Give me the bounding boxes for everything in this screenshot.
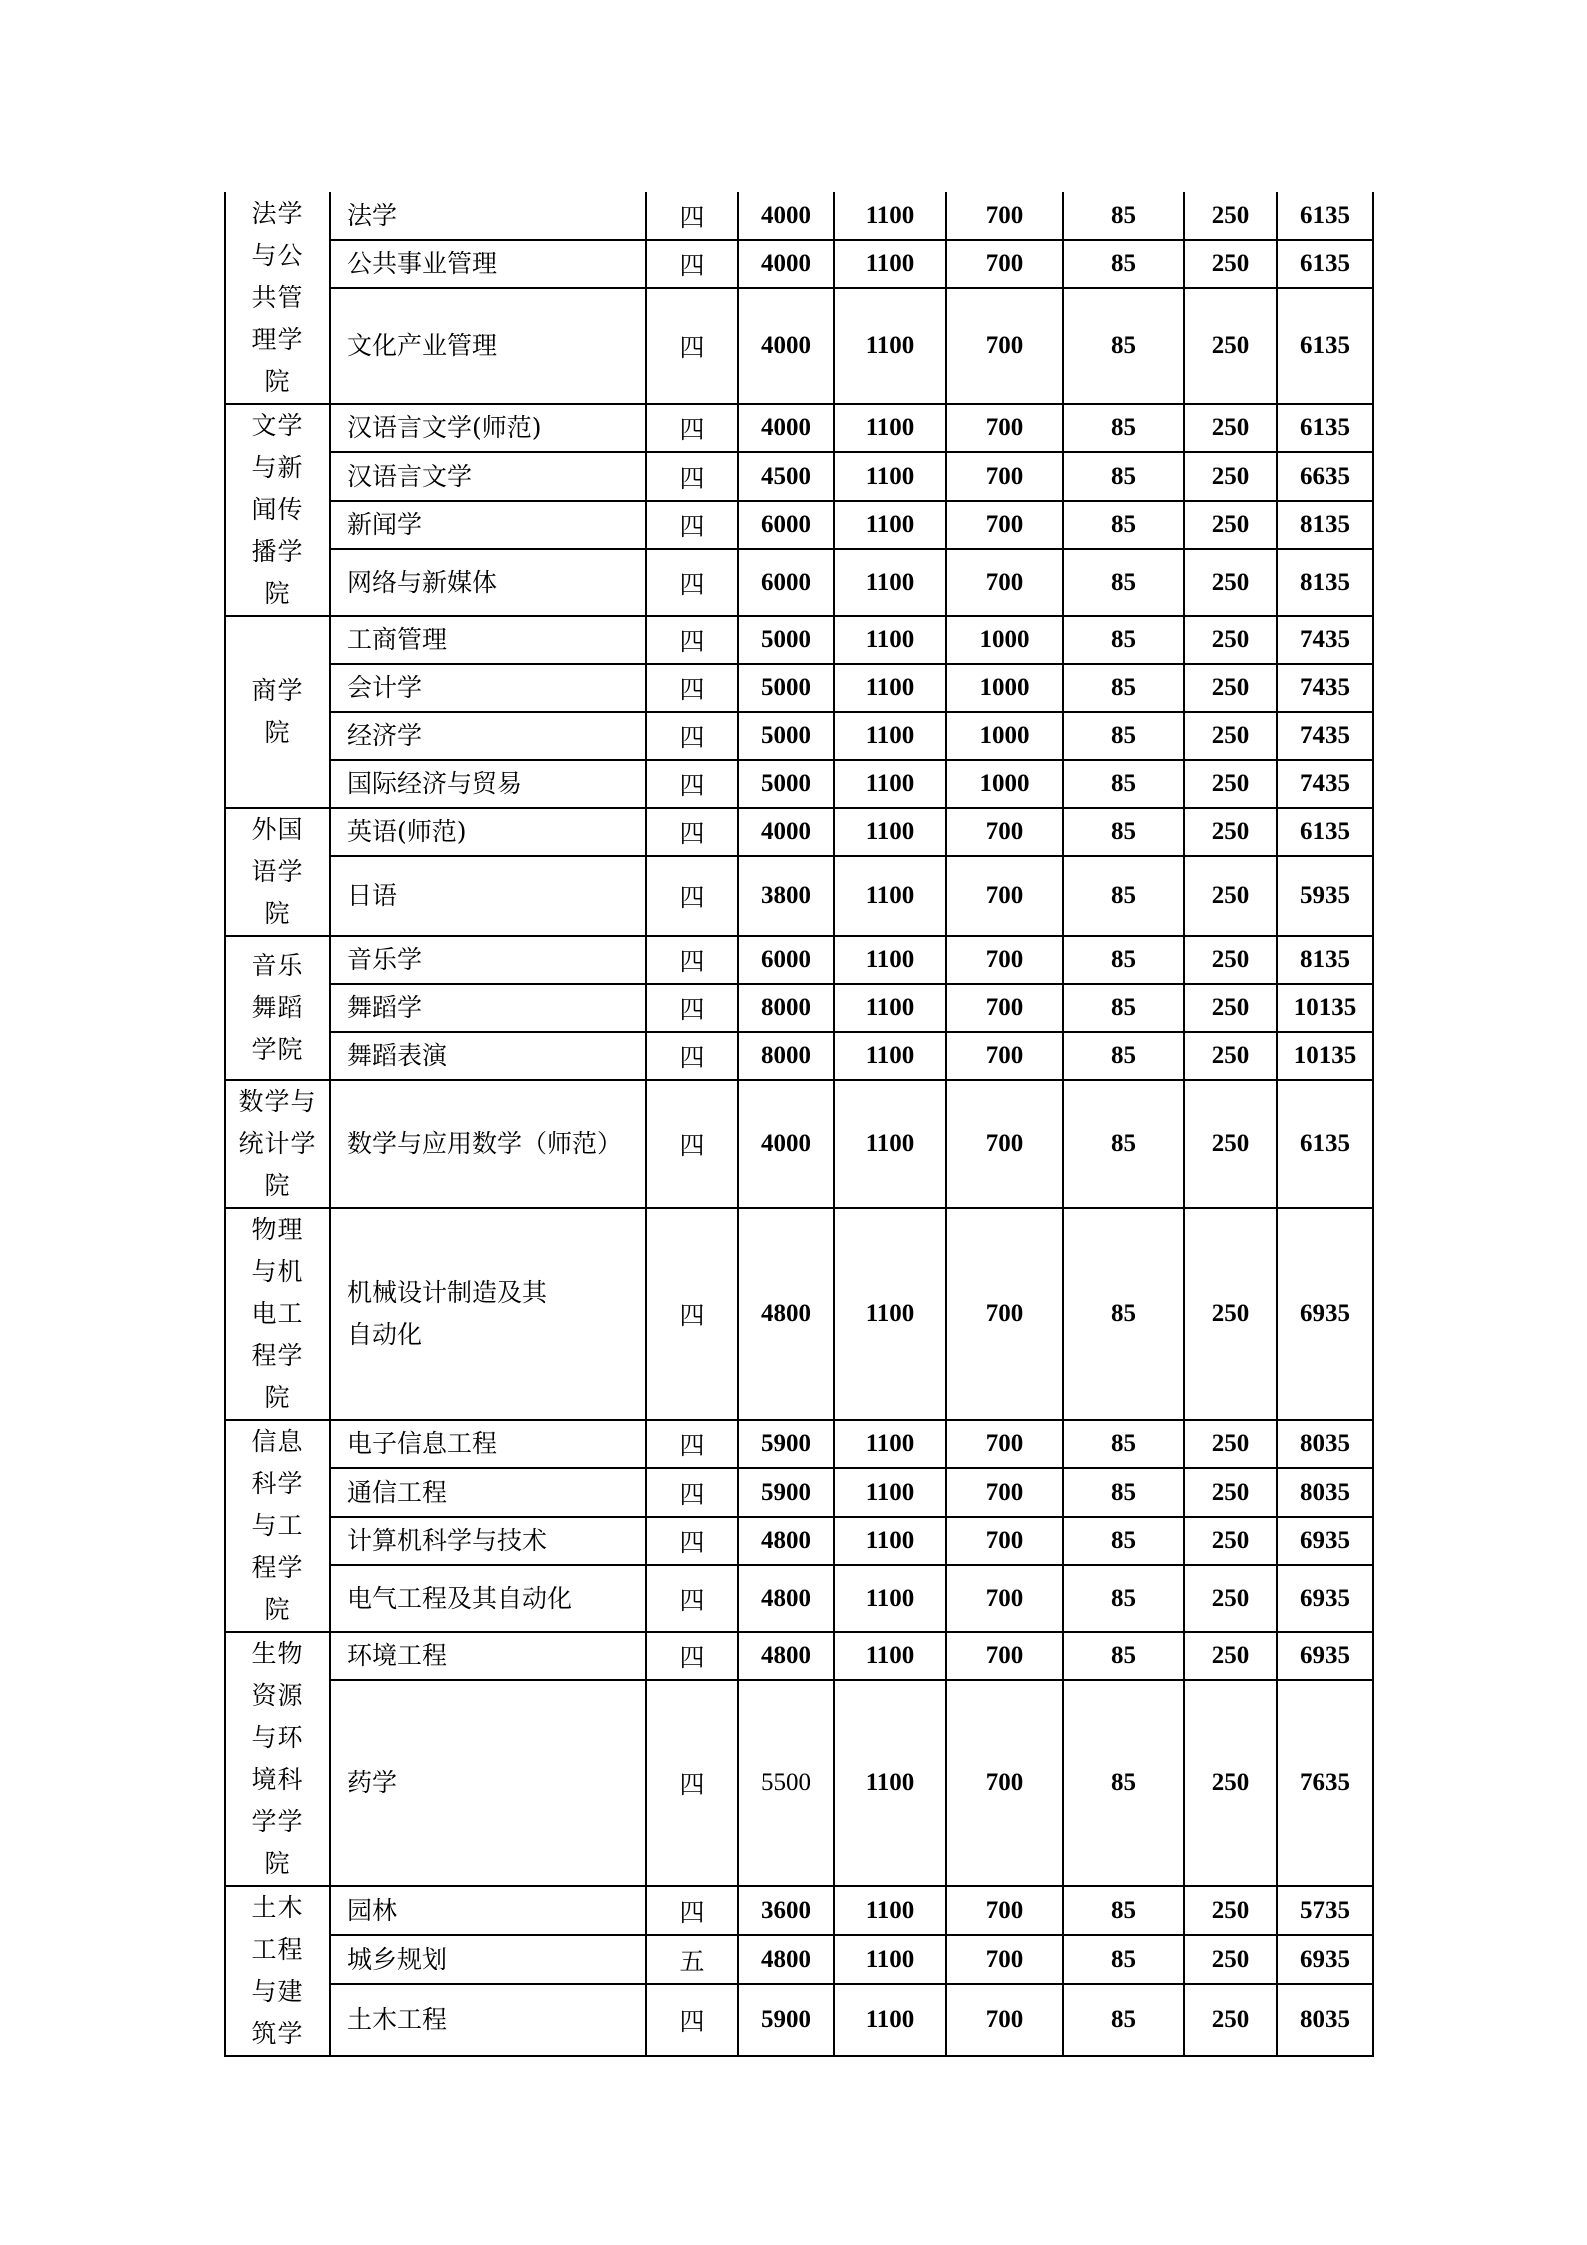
duration-years-cell: 四 — [646, 452, 738, 500]
books-cell: 700 — [946, 288, 1063, 404]
total-cell: 6135 — [1277, 192, 1373, 240]
major-cell: 环境工程 — [330, 1632, 646, 1680]
insurance-cell: 85 — [1063, 288, 1184, 404]
lodging-cell: 1100 — [834, 1468, 946, 1516]
total-cell: 6135 — [1277, 240, 1373, 288]
insurance-cell: 85 — [1063, 549, 1184, 616]
lodging-cell: 1100 — [834, 1032, 946, 1080]
tuition-cell: 4800 — [738, 1935, 834, 1984]
college-name-line: 程学 — [251, 1341, 304, 1370]
misc-fee-cell: 250 — [1184, 1517, 1277, 1565]
lodging-cell: 1100 — [834, 1080, 946, 1208]
insurance-cell: 85 — [1063, 1420, 1184, 1468]
college-name-line: 筑学 — [251, 2019, 304, 2048]
table-row — [225, 664, 1373, 712]
tuition-cell: 5900 — [738, 1420, 834, 1468]
tuition-cell: 5900 — [738, 1984, 834, 2056]
total-cell: 6635 — [1277, 452, 1373, 500]
college-name-line: 生物 — [251, 1639, 304, 1668]
college-name-line: 语学 — [251, 857, 304, 886]
college-name-line: 院 — [264, 366, 291, 396]
insurance-cell: 85 — [1063, 712, 1184, 760]
major-name-line: 机械设计制造及其 — [347, 1278, 548, 1307]
duration-years-cell: 四 — [646, 1680, 738, 1886]
insurance-cell: 85 — [1063, 1080, 1184, 1208]
total-cell: 5935 — [1277, 856, 1373, 936]
major-cell: 英语(师范) — [330, 808, 646, 856]
books-cell: 700 — [946, 192, 1063, 240]
table-row — [225, 1935, 1373, 1984]
insurance-cell: 85 — [1063, 1032, 1184, 1080]
college-name-line: 信息 — [251, 1427, 304, 1456]
books-cell: 700 — [946, 1080, 1063, 1208]
major-cell: 舞蹈学 — [330, 984, 646, 1032]
insurance-cell: 85 — [1063, 1886, 1184, 1935]
major-cell: 文化产业管理 — [330, 288, 646, 404]
college-name-line: 院 — [264, 579, 291, 608]
lodging-cell: 1100 — [834, 549, 946, 616]
tuition-cell: 4000 — [738, 240, 834, 288]
tuition-cell: 8000 — [738, 1032, 834, 1080]
tuition-cell: 5000 — [738, 712, 834, 760]
college-name-line: 文学 — [251, 411, 304, 440]
table-row — [225, 240, 1373, 288]
lodging-cell: 1100 — [834, 760, 946, 808]
books-cell: 1000 — [946, 712, 1063, 760]
duration-years-cell: 四 — [646, 240, 738, 288]
books-cell: 700 — [946, 452, 1063, 500]
lodging-cell: 1100 — [834, 856, 946, 936]
books-cell: 700 — [946, 1468, 1063, 1516]
duration-years-cell: 四 — [646, 192, 738, 240]
books-cell: 700 — [946, 1208, 1063, 1420]
table-row — [225, 1420, 1373, 1468]
books-cell: 700 — [946, 404, 1063, 452]
insurance-cell: 85 — [1063, 1984, 1184, 2056]
total-cell: 8035 — [1277, 1468, 1373, 1516]
lodging-cell: 1100 — [834, 1420, 946, 1468]
insurance-cell: 85 — [1063, 452, 1184, 500]
college-name-line: 院 — [264, 1383, 291, 1412]
total-cell: 8035 — [1277, 1984, 1373, 2056]
tuition-cell: 5000 — [738, 616, 834, 664]
college-name-line: 与环 — [251, 1723, 304, 1752]
lodging-cell: 1100 — [834, 1935, 946, 1984]
duration-years-cell: 四 — [646, 1208, 738, 1420]
college-name-line: 院 — [264, 718, 291, 747]
misc-fee-cell: 250 — [1184, 664, 1277, 712]
books-cell: 1000 — [946, 616, 1063, 664]
major-cell: 园林 — [330, 1886, 646, 1935]
fee-table-body — [225, 192, 1373, 2056]
lodging-cell: 1100 — [834, 936, 946, 984]
table-row — [225, 1208, 1373, 1420]
table-row — [225, 1632, 1373, 1680]
tuition-cell: 4000 — [738, 288, 834, 404]
table-row — [225, 501, 1373, 549]
table-row — [225, 712, 1373, 760]
tuition-cell: 4000 — [738, 404, 834, 452]
insurance-cell: 85 — [1063, 192, 1184, 240]
duration-years-cell: 四 — [646, 549, 738, 616]
insurance-cell: 85 — [1063, 760, 1184, 808]
college-name-line: 院 — [264, 1849, 291, 1878]
college-name-line: 境科 — [251, 1765, 304, 1794]
table-row — [225, 192, 1373, 240]
college-name-line: 音乐 — [251, 951, 304, 980]
duration-years-cell: 四 — [646, 1420, 738, 1468]
total-cell: 6935 — [1277, 1632, 1373, 1680]
insurance-cell: 85 — [1063, 1208, 1184, 1420]
major-cell: 土木工程 — [330, 1984, 646, 2056]
misc-fee-cell: 250 — [1184, 452, 1277, 500]
college-name-line: 工程 — [251, 1935, 304, 1964]
tuition-cell: 5000 — [738, 664, 834, 712]
tuition-cell: 3800 — [738, 856, 834, 936]
total-cell: 6935 — [1277, 1517, 1373, 1565]
total-cell: 10135 — [1277, 984, 1373, 1032]
tuition-cell: 8000 — [738, 984, 834, 1032]
total-cell: 8135 — [1277, 501, 1373, 549]
duration-years-cell: 四 — [646, 760, 738, 808]
college-name-line: 与工 — [251, 1511, 304, 1540]
lodging-cell: 1100 — [834, 808, 946, 856]
misc-fee-cell: 250 — [1184, 984, 1277, 1032]
college-name-line: 学学 — [251, 1807, 304, 1836]
lodging-cell: 1100 — [834, 452, 946, 500]
tuition-cell: 5500 — [738, 1680, 834, 1886]
duration-years-cell: 四 — [646, 1886, 738, 1935]
tuition-cell: 4000 — [738, 192, 834, 240]
college-name-line: 闻传 — [251, 495, 304, 524]
major-cell: 日语 — [330, 856, 646, 936]
table-row — [225, 404, 1373, 452]
college-name-line: 与建 — [251, 1977, 304, 2006]
tuition-cell: 5000 — [738, 760, 834, 808]
college-cell — [225, 1420, 330, 1632]
table-row — [225, 1517, 1373, 1565]
tuition-cell: 5900 — [738, 1468, 834, 1516]
total-cell: 6135 — [1277, 808, 1373, 856]
duration-years-cell: 四 — [646, 984, 738, 1032]
college-cell — [225, 192, 330, 404]
books-cell: 700 — [946, 1632, 1063, 1680]
books-cell: 700 — [946, 1420, 1063, 1468]
college-name-line: 统计学 — [238, 1129, 317, 1158]
college-cell — [225, 1080, 330, 1208]
lodging-cell: 1100 — [834, 1680, 946, 1886]
college-name-line: 院 — [264, 1595, 291, 1624]
misc-fee-cell: 250 — [1184, 616, 1277, 664]
tuition-cell: 6000 — [738, 501, 834, 549]
tuition-cell: 6000 — [738, 549, 834, 616]
table-row — [225, 936, 1373, 984]
books-cell: 700 — [946, 984, 1063, 1032]
misc-fee-cell: 250 — [1184, 808, 1277, 856]
insurance-cell: 85 — [1063, 808, 1184, 856]
total-cell: 6935 — [1277, 1208, 1373, 1420]
tuition-cell: 4000 — [738, 808, 834, 856]
misc-fee-cell: 250 — [1184, 1984, 1277, 2056]
table-row — [225, 984, 1373, 1032]
books-cell: 700 — [946, 549, 1063, 616]
books-cell: 700 — [946, 1680, 1063, 1886]
misc-fee-cell: 250 — [1184, 1935, 1277, 1984]
college-name-line: 科学 — [251, 1469, 304, 1498]
fee-table — [224, 192, 1374, 2057]
insurance-cell: 85 — [1063, 936, 1184, 984]
total-cell: 7435 — [1277, 616, 1373, 664]
duration-years-cell: 五 — [646, 1935, 738, 1984]
major-cell: 法学 — [330, 192, 646, 240]
duration-years-cell: 四 — [646, 1565, 738, 1632]
college-name-line: 舞蹈 — [251, 993, 304, 1022]
misc-fee-cell: 250 — [1184, 1208, 1277, 1420]
duration-years-cell: 四 — [646, 288, 738, 404]
major-cell: 公共事业管理 — [330, 240, 646, 288]
books-cell: 700 — [946, 1984, 1063, 2056]
books-cell: 1000 — [946, 760, 1063, 808]
misc-fee-cell: 250 — [1184, 1886, 1277, 1935]
major-name-line: 自动化 — [347, 1320, 423, 1349]
table-row — [225, 760, 1373, 808]
total-cell: 7435 — [1277, 664, 1373, 712]
books-cell: 700 — [946, 1517, 1063, 1565]
major-cell: 电子信息工程 — [330, 1420, 646, 1468]
major-cell: 音乐学 — [330, 936, 646, 984]
lodging-cell: 1100 — [834, 288, 946, 404]
duration-years-cell: 四 — [646, 1984, 738, 2056]
college-name-line: 学院 — [251, 1035, 304, 1064]
misc-fee-cell: 250 — [1184, 192, 1277, 240]
duration-years-cell: 四 — [646, 712, 738, 760]
total-cell: 6935 — [1277, 1935, 1373, 1984]
college-name-line: 数学与 — [238, 1087, 317, 1116]
major-cell: 通信工程 — [330, 1468, 646, 1516]
misc-fee-cell: 250 — [1184, 760, 1277, 808]
insurance-cell: 85 — [1063, 616, 1184, 664]
misc-fee-cell: 250 — [1184, 936, 1277, 984]
lodging-cell: 1100 — [834, 1886, 946, 1935]
misc-fee-cell: 250 — [1184, 1680, 1277, 1886]
college-name-line: 与新 — [251, 453, 304, 482]
insurance-cell: 85 — [1063, 1680, 1184, 1886]
duration-years-cell: 四 — [646, 1468, 738, 1516]
college-name-line: 程学 — [251, 1553, 304, 1582]
books-cell: 700 — [946, 1565, 1063, 1632]
table-row — [225, 288, 1373, 404]
tuition-cell: 3600 — [738, 1886, 834, 1935]
insurance-cell: 85 — [1063, 1632, 1184, 1680]
college-cell — [225, 1632, 330, 1886]
duration-years-cell: 四 — [646, 1080, 738, 1208]
major-cell: 城乡规划 — [330, 1935, 646, 1984]
misc-fee-cell: 250 — [1184, 240, 1277, 288]
total-cell: 8035 — [1277, 1420, 1373, 1468]
insurance-cell: 85 — [1063, 501, 1184, 549]
lodging-cell: 1100 — [834, 1632, 946, 1680]
table-row — [225, 549, 1373, 616]
duration-years-cell: 四 — [646, 1032, 738, 1080]
total-cell: 8135 — [1277, 936, 1373, 984]
college-name-line: 资源 — [251, 1681, 304, 1710]
major-cell — [330, 1208, 646, 1420]
table-row — [225, 1032, 1373, 1080]
duration-years-cell: 四 — [646, 664, 738, 712]
duration-years-cell: 四 — [646, 936, 738, 984]
table-row — [225, 1565, 1373, 1632]
insurance-cell: 85 — [1063, 404, 1184, 452]
lodging-cell: 1100 — [834, 664, 946, 712]
college-cell — [225, 404, 330, 616]
major-cell: 会计学 — [330, 664, 646, 712]
insurance-cell: 85 — [1063, 240, 1184, 288]
insurance-cell: 85 — [1063, 664, 1184, 712]
duration-years-cell: 四 — [646, 1517, 738, 1565]
duration-years-cell: 四 — [646, 501, 738, 549]
college-name-line: 法学 — [251, 198, 304, 228]
lodging-cell: 1100 — [834, 192, 946, 240]
total-cell: 7635 — [1277, 1680, 1373, 1886]
duration-years-cell: 四 — [646, 1632, 738, 1680]
major-cell: 新闻学 — [330, 501, 646, 549]
table-row — [225, 1468, 1373, 1516]
duration-years-cell: 四 — [646, 808, 738, 856]
lodging-cell: 1100 — [834, 984, 946, 1032]
books-cell: 700 — [946, 501, 1063, 549]
misc-fee-cell: 250 — [1184, 501, 1277, 549]
college-cell — [225, 1886, 330, 2056]
misc-fee-cell: 250 — [1184, 1420, 1277, 1468]
insurance-cell: 85 — [1063, 856, 1184, 936]
lodging-cell: 1100 — [834, 616, 946, 664]
college-name-line: 共管 — [251, 282, 304, 312]
total-cell: 6935 — [1277, 1565, 1373, 1632]
college-name-line: 理学 — [251, 324, 304, 354]
college-name-line: 商学 — [251, 676, 304, 705]
table-row — [225, 808, 1373, 856]
insurance-cell: 85 — [1063, 1935, 1184, 1984]
total-cell: 6135 — [1277, 288, 1373, 404]
insurance-cell: 85 — [1063, 1517, 1184, 1565]
books-cell: 700 — [946, 808, 1063, 856]
major-cell: 工商管理 — [330, 616, 646, 664]
college-cell — [225, 1208, 330, 1420]
table-row — [225, 452, 1373, 500]
table-row — [225, 1886, 1373, 1935]
insurance-cell: 85 — [1063, 1565, 1184, 1632]
misc-fee-cell: 250 — [1184, 1032, 1277, 1080]
total-cell: 6135 — [1277, 1080, 1373, 1208]
books-cell: 700 — [946, 1886, 1063, 1935]
lodging-cell: 1100 — [834, 1984, 946, 2056]
college-name-line: 院 — [264, 1171, 291, 1200]
table-row — [225, 1080, 1373, 1208]
books-cell: 700 — [946, 240, 1063, 288]
college-name-line: 外国 — [251, 815, 304, 844]
major-cell: 经济学 — [330, 712, 646, 760]
major-cell: 网络与新媒体 — [330, 549, 646, 616]
major-cell: 汉语言文学(师范) — [330, 404, 646, 452]
total-cell: 6135 — [1277, 404, 1373, 452]
lodging-cell: 1100 — [834, 240, 946, 288]
misc-fee-cell: 250 — [1184, 288, 1277, 404]
misc-fee-cell: 250 — [1184, 1632, 1277, 1680]
tuition-cell: 4800 — [738, 1632, 834, 1680]
lodging-cell: 1100 — [834, 1208, 946, 1420]
books-cell: 700 — [946, 936, 1063, 984]
tuition-cell: 4000 — [738, 1080, 834, 1208]
misc-fee-cell: 250 — [1184, 549, 1277, 616]
tuition-cell: 4800 — [738, 1208, 834, 1420]
misc-fee-cell: 250 — [1184, 712, 1277, 760]
college-name-line: 与公 — [251, 240, 304, 270]
total-cell: 7435 — [1277, 760, 1373, 808]
major-cell: 药学 — [330, 1680, 646, 1886]
total-cell: 5735 — [1277, 1886, 1373, 1935]
tuition-cell: 4800 — [738, 1517, 834, 1565]
lodging-cell: 1100 — [834, 712, 946, 760]
tuition-cell: 4500 — [738, 452, 834, 500]
duration-years-cell: 四 — [646, 404, 738, 452]
major-cell: 电气工程及其自动化 — [330, 1565, 646, 1632]
total-cell: 10135 — [1277, 1032, 1373, 1080]
college-cell — [225, 616, 330, 808]
college-name-line: 播学 — [251, 537, 304, 566]
college-name-line: 土木 — [251, 1893, 304, 1922]
major-cell: 数学与应用数学（师范） — [330, 1080, 646, 1208]
college-name-line: 电工 — [251, 1299, 304, 1328]
books-cell: 1000 — [946, 664, 1063, 712]
major-cell: 汉语言文学 — [330, 452, 646, 500]
insurance-cell: 85 — [1063, 1468, 1184, 1516]
books-cell: 700 — [946, 1935, 1063, 1984]
lodging-cell: 1100 — [834, 1517, 946, 1565]
misc-fee-cell: 250 — [1184, 1565, 1277, 1632]
major-cell: 计算机科学与技术 — [330, 1517, 646, 1565]
lodging-cell: 1100 — [834, 501, 946, 549]
misc-fee-cell: 250 — [1184, 1080, 1277, 1208]
misc-fee-cell: 250 — [1184, 856, 1277, 936]
books-cell: 700 — [946, 1032, 1063, 1080]
misc-fee-cell: 250 — [1184, 1468, 1277, 1516]
table-row — [225, 856, 1373, 936]
lodging-cell: 1100 — [834, 1565, 946, 1632]
table-row — [225, 616, 1373, 664]
major-cell: 国际经济与贸易 — [330, 760, 646, 808]
total-cell: 8135 — [1277, 549, 1373, 616]
misc-fee-cell: 250 — [1184, 404, 1277, 452]
insurance-cell: 85 — [1063, 984, 1184, 1032]
table-row — [225, 1984, 1373, 2056]
books-cell: 700 — [946, 856, 1063, 936]
college-cell — [225, 936, 330, 1080]
college-name-line: 院 — [264, 899, 291, 928]
total-cell: 7435 — [1277, 712, 1373, 760]
table-row — [225, 1680, 1373, 1886]
duration-years-cell: 四 — [646, 616, 738, 664]
lodging-cell: 1100 — [834, 404, 946, 452]
college-name-line: 与机 — [251, 1257, 304, 1286]
tuition-cell: 6000 — [738, 936, 834, 984]
duration-years-cell: 四 — [646, 856, 738, 936]
major-cell: 舞蹈表演 — [330, 1032, 646, 1080]
college-cell — [225, 808, 330, 936]
tuition-cell: 4800 — [738, 1565, 834, 1632]
college-name-line: 物理 — [251, 1215, 304, 1244]
